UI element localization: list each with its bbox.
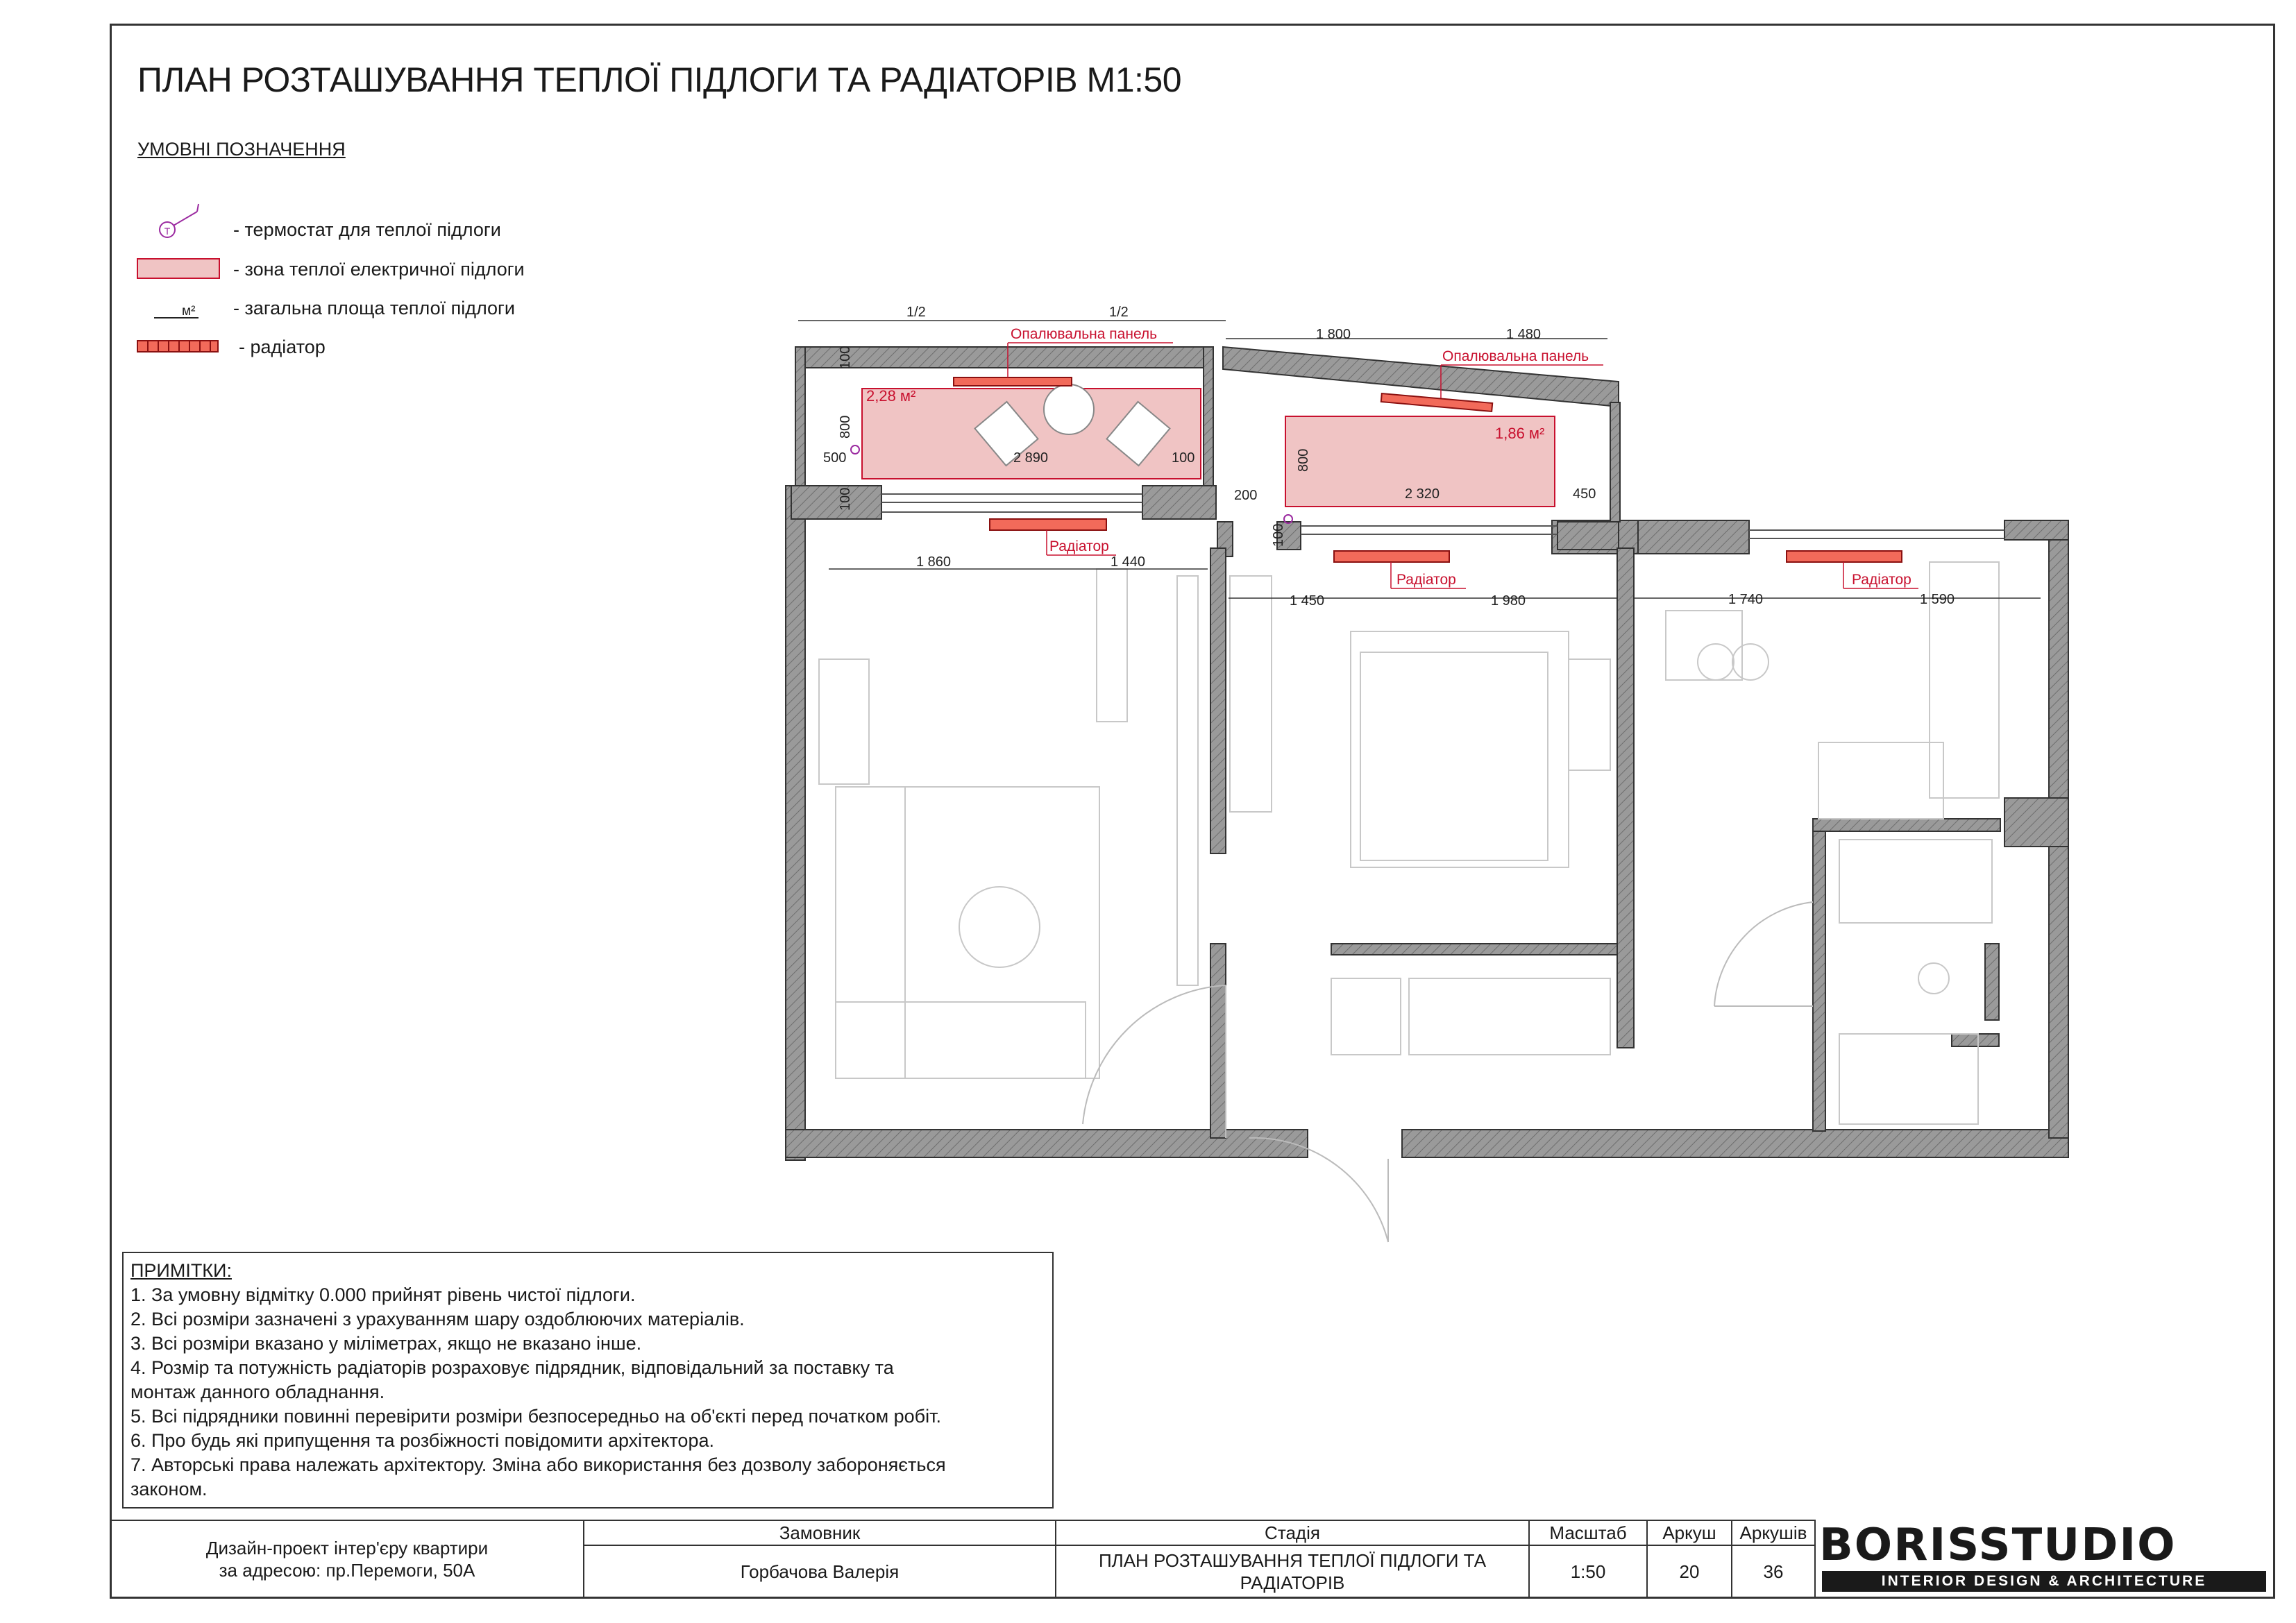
- logo-tagline: INTERIOR DESIGN & ARCHITECTURE: [1822, 1571, 2266, 1592]
- dim-450: 450: [1573, 486, 1596, 502]
- dim-800-a: 800: [838, 415, 853, 439]
- studio-logo: [1816, 1522, 2274, 1596]
- panel-label-2: Опалювальна панель: [1442, 348, 1589, 364]
- legend-item-thermostat: - термостат для теплої підлоги: [233, 219, 501, 240]
- radiator-label-3: Радіатор: [1852, 572, 1911, 588]
- client-header: Замовник: [583, 1520, 1056, 1546]
- stage-line-1: ПЛАН РОЗТАШУВАННЯ ТЕПЛОЇ ПІДЛОГИ ТА: [1098, 1550, 1487, 1571]
- note-line: 7. Авторські права належать архітектору. Зміна або використання без дозволу забороняється: [130, 1454, 946, 1475]
- note-line: 1. За умовну відмітку 0.000 прийнят рівень чистої підлоги.: [130, 1284, 636, 1305]
- area-label-1: 2,28 м²: [866, 387, 916, 405]
- client-name: Горбачова Валерія: [583, 1545, 1056, 1599]
- sheet-number: 20: [1646, 1545, 1732, 1599]
- dim-half-2: 1/2: [1109, 305, 1129, 320]
- dim-100-d: 100: [1271, 523, 1286, 547]
- dim-100-c: 100: [838, 487, 853, 511]
- note-line: 6. Про будь які припущення та розбіжності повідомити архітектора.: [130, 1430, 714, 1451]
- dim-2890: 2 890: [1013, 450, 1049, 466]
- notes-box: [122, 1252, 1054, 1509]
- radiator-label-1: Радіатор: [1049, 538, 1109, 554]
- legend-item-heated-zone: - зона теплої електричної підлоги: [233, 259, 525, 280]
- dim-200: 200: [1234, 488, 1258, 503]
- stage-value: [1055, 1545, 1530, 1599]
- dim-1800: 1 800: [1316, 327, 1351, 342]
- dim-1480: 1 480: [1506, 327, 1542, 342]
- note-line: 5. Всі підрядники повинні перевірити розміри безпосередньо на об'єкті перед початком робіт.: [130, 1406, 942, 1427]
- dim-800-b: 800: [1296, 448, 1311, 472]
- project-cell: [110, 1520, 584, 1599]
- dim-half-1: 1/2: [906, 305, 926, 320]
- notes-heading: ПРИМІТКИ:: [130, 1260, 232, 1281]
- project-line-1: Дизайн-проект інтер'єру квартири: [205, 1538, 489, 1558]
- dim-1440: 1 440: [1111, 554, 1146, 570]
- sheets-header: Аркушів: [1731, 1520, 1816, 1546]
- scale-header: Масштаб: [1528, 1520, 1648, 1546]
- dim-1590: 1 590: [1920, 592, 1955, 607]
- dim-100-b: 100: [1172, 450, 1195, 466]
- legend-item-area: - загальна площа теплої підлоги: [233, 298, 515, 318]
- area-mark-symbol: м²: [182, 304, 196, 318]
- note-line: 2. Всі розміри зазначені з урахуванням шару оздоблюючих матеріалів.: [130, 1309, 745, 1329]
- dim-1450: 1 450: [1290, 593, 1325, 609]
- note-line: законом.: [130, 1479, 208, 1499]
- panel-label-1: Опалювальна панель: [1011, 326, 1158, 342]
- note-line: 4. Розмір та потужність радіаторів розраховує підрядник, відповідальний за поставку та: [130, 1357, 894, 1378]
- dim-2320: 2 320: [1405, 486, 1440, 502]
- partitions: [1210, 548, 2000, 1138]
- legend-heading: УМОВНІ ПОЗНАЧЕННЯ: [137, 139, 346, 160]
- scale-value: 1:50: [1528, 1545, 1648, 1599]
- note-line: монтаж данного обладнання.: [130, 1382, 385, 1402]
- area-label-2: 1,86 м²: [1495, 425, 1545, 442]
- dim-1860: 1 860: [916, 554, 952, 570]
- stage-header: Стадія: [1055, 1520, 1530, 1546]
- stage-line-2: РАДІАТОРІВ: [1240, 1572, 1345, 1593]
- sheets-total: 36: [1731, 1545, 1816, 1599]
- svg-text:T: T: [164, 226, 171, 237]
- sheet-header: Аркуш: [1646, 1520, 1732, 1546]
- legend-item-radiator: - радіатор: [239, 337, 326, 357]
- dim-1980: 1 980: [1491, 593, 1526, 609]
- radiator-label-2: Радіатор: [1396, 572, 1456, 588]
- dim-100-a: 100: [838, 346, 853, 369]
- project-line-2: за адресою: пр.Перемоги, 50А: [219, 1560, 475, 1581]
- dim-1740: 1 740: [1728, 592, 1764, 607]
- note-line: 3. Всі розміри вказано у міліметрах, якщо не вказано інше.: [130, 1333, 642, 1354]
- page-title: ПЛАН РОЗТАШУВАННЯ ТЕПЛОЇ ПІДЛОГИ ТА РАДІАТОРІВ М1:50: [137, 60, 1182, 99]
- logo-name: BORISSTUDIO: [1819, 1520, 2177, 1571]
- dim-500: 500: [823, 450, 847, 466]
